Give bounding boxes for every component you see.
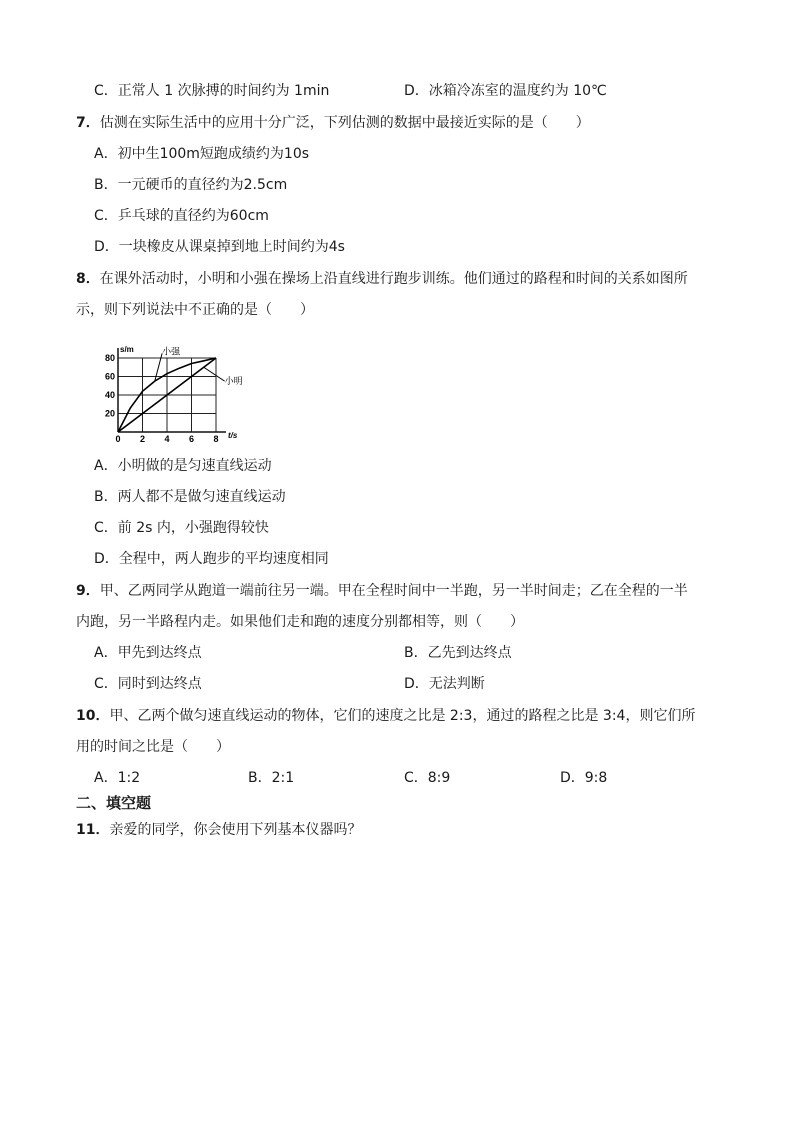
x-tick-label: 0 [115, 434, 121, 444]
x-axis-label: t/s [228, 431, 238, 440]
question-number: 10． [76, 708, 110, 724]
q6-option-c: C．正常人 1 次脉搏的时间约为 1min [94, 83, 330, 99]
question-9-line-1 [76, 581, 688, 601]
question-stem: 在课外活动时，小明和小强在操场上沿直线进行跑步训练。他们通过的路程和时间的关系如图所 [99, 271, 688, 287]
y-tick-label: 20 [104, 408, 115, 419]
q8-option-b: B．两人都不是做匀速直线运动 [94, 489, 286, 505]
q10-option-a: A．1:2 [94, 770, 141, 786]
question-8-line-1 [76, 269, 688, 289]
question-10-line-2: 用的时间之比是（ ） [76, 739, 230, 755]
q9-option-a: A．甲先到达终点 [94, 645, 202, 661]
q8-option-c: C．前 2s 内，小强跑得较快 [94, 520, 269, 536]
q9-option-b: B．乙先到达终点 [404, 645, 512, 661]
question-10-line-1 [76, 706, 695, 726]
q7-option-a: A．初中生100m短跑成绩约为10s [94, 146, 310, 162]
leader-line-2 [204, 367, 225, 381]
q10-option-d: D．9:8 [560, 770, 608, 786]
q9-option-c: C．同时到达终点 [94, 676, 202, 692]
x-tick-label: 6 [188, 434, 195, 444]
q10-option-b: B．2:1 [248, 770, 295, 786]
q7-option-d: D．一块橡皮从课桌掉到地上时间约为4s [94, 239, 345, 255]
q8-option-d: D．全程中，两人跑步的平均速度相同 [94, 551, 329, 567]
y-tick-label: 60 [104, 371, 115, 382]
q9-option-d: D．无法判断 [404, 676, 485, 692]
q10-option-c: C．8:9 [404, 770, 451, 786]
question-stem: 甲、乙两个做匀速直线运动的物体，它们的速度之比是 2:3，通过的路程之比是 3:4，则它们所 [109, 708, 696, 724]
series-label-2: 小明 [224, 376, 243, 387]
y-axis-label: s/m [120, 345, 134, 354]
x-tick-label: 4 [164, 434, 170, 444]
question-number: 7． [76, 115, 100, 131]
question-stem: 亲爱的同学，你会使用下列基本仪器吗？ [109, 822, 362, 838]
question-number: 9． [76, 583, 100, 599]
x-tick-label: 2 [139, 434, 146, 444]
q8-option-a: A．小明做的是匀速直线运动 [94, 458, 272, 474]
y-tick-label: 40 [104, 390, 115, 400]
section-heading-fill-in: 二、填空题 [76, 794, 152, 812]
distance-time-graph [96, 334, 246, 444]
x-tick-label: 8 [213, 434, 219, 444]
q7-option-b: B．一元硬币的直径约为2.5cm [94, 177, 288, 193]
question-8-line-2: 示，则下列说法中不正确的是（ ） [76, 302, 314, 318]
question-11 [76, 820, 361, 840]
question-9-line-2: 内跑，另一半路程内走。如果他们走和跑的速度分别都相等，则（ ） [76, 614, 524, 630]
question-number: 11． [76, 822, 110, 838]
series-label-1: 小强 [162, 346, 181, 357]
question-stem: 甲、乙两同学从跑道一端前往另一端。甲在全程时间中一半跑，另一半时间走；乙在全程的一半 [99, 583, 688, 599]
question-stem: 估测在实际生活中的应用十分广泛，下列估测的数据中最接近实际的是（ ） [99, 115, 590, 131]
y-tick-label: 80 [104, 353, 115, 363]
q7-option-c: C．乒乓球的直径约为60cm [94, 208, 269, 224]
question-number: 8． [76, 271, 100, 287]
q6-option-d: D．冰箱冷冻室的温度约为 10℃ [404, 83, 607, 99]
question-7 [76, 113, 590, 133]
